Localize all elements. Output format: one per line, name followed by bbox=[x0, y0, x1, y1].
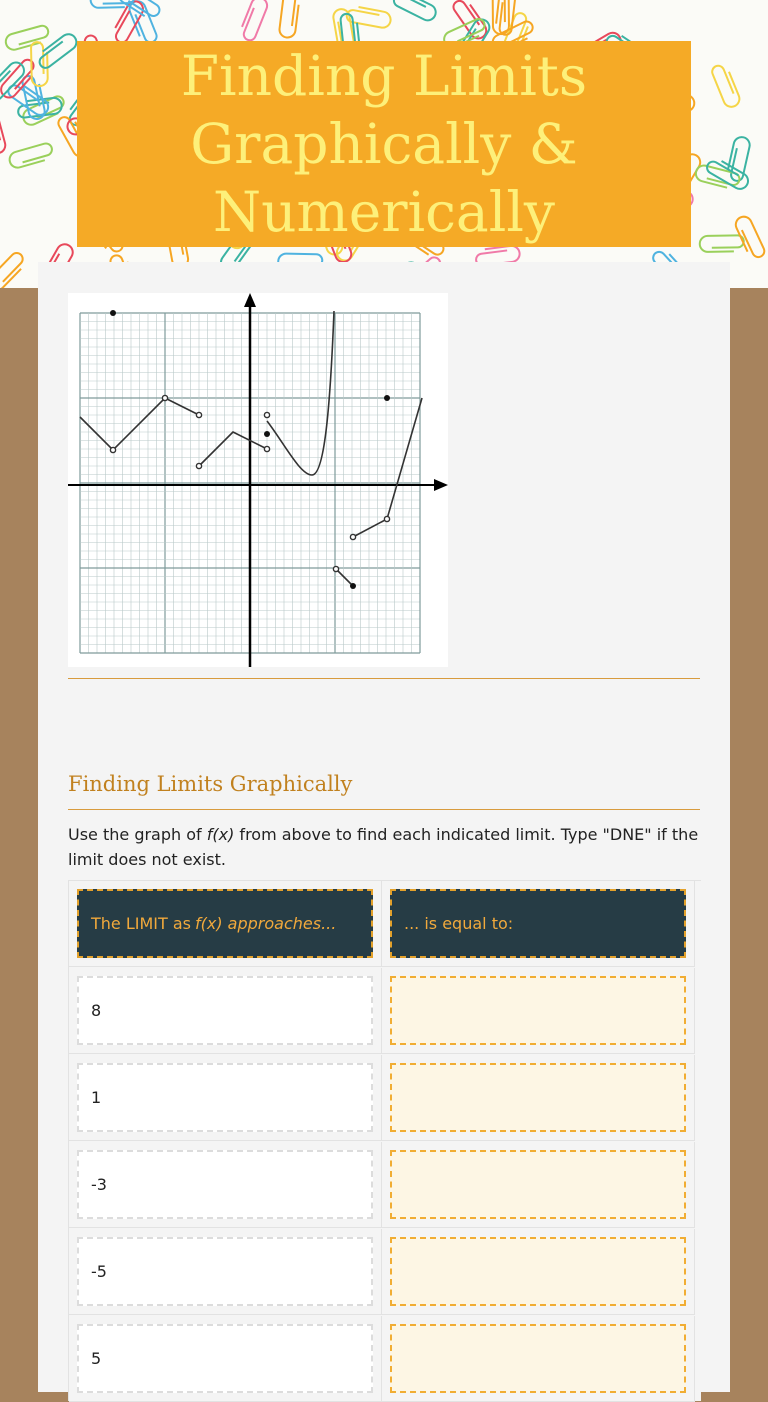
section-divider bbox=[68, 809, 700, 810]
table-row bbox=[69, 1316, 382, 1402]
table-row-answer bbox=[382, 1316, 695, 1402]
function-graph bbox=[68, 293, 448, 667]
limit-x-value: 1 bbox=[77, 1063, 373, 1132]
table-header-right: ... is equal to: bbox=[382, 881, 695, 967]
limit-x-value: 5 bbox=[77, 1324, 373, 1393]
table-row bbox=[69, 1229, 382, 1315]
title-line-2: Graphically & bbox=[190, 112, 578, 176]
table-row bbox=[69, 968, 382, 1054]
table-row-answer bbox=[382, 1229, 695, 1315]
limits-table bbox=[68, 880, 701, 1401]
paperclip bbox=[392, 0, 439, 23]
table-header-left: The LIMIT as f(x) approaches... bbox=[69, 881, 382, 967]
paperclip bbox=[0, 250, 28, 288]
paperclip bbox=[8, 142, 55, 169]
paperclip bbox=[238, 0, 269, 42]
paperclip bbox=[705, 156, 751, 192]
title-line-1: Finding Limits bbox=[180, 44, 588, 108]
function-graph-image bbox=[68, 293, 448, 667]
instructions: Use the graph of f(x) from above to find each indicated limit. Type "DNE" if the limit does not exist. bbox=[68, 825, 699, 869]
table-row-answer bbox=[382, 968, 695, 1054]
answer-input[interactable] bbox=[390, 1063, 686, 1132]
section-title: Finding Limits Graphically bbox=[68, 772, 353, 796]
divider bbox=[68, 678, 700, 679]
page-title bbox=[181, 42, 587, 246]
paperclip bbox=[733, 214, 766, 261]
y-axis-arrow bbox=[244, 293, 256, 307]
limit-x-value: -3 bbox=[77, 1150, 373, 1219]
paperclip bbox=[35, 31, 80, 70]
table-row bbox=[69, 1142, 382, 1228]
table-row-answer bbox=[382, 1142, 695, 1228]
title-line-3: Numerically bbox=[213, 180, 555, 244]
table-row-answer bbox=[382, 1055, 695, 1141]
worksheet bbox=[38, 262, 730, 1392]
paperclip bbox=[279, 0, 300, 38]
answer-input[interactable] bbox=[390, 976, 686, 1045]
x-axis-arrow bbox=[434, 479, 448, 491]
paperclip bbox=[700, 235, 744, 252]
answer-input[interactable] bbox=[390, 1237, 686, 1306]
answer-input[interactable] bbox=[390, 1150, 686, 1219]
title-banner bbox=[77, 41, 691, 247]
limit-x-value: -5 bbox=[77, 1237, 373, 1306]
table-row bbox=[69, 1055, 382, 1141]
answer-input[interactable] bbox=[390, 1324, 686, 1393]
limit-x-value: 8 bbox=[77, 976, 373, 1045]
paperclip bbox=[710, 62, 741, 109]
paperclip bbox=[0, 108, 7, 155]
